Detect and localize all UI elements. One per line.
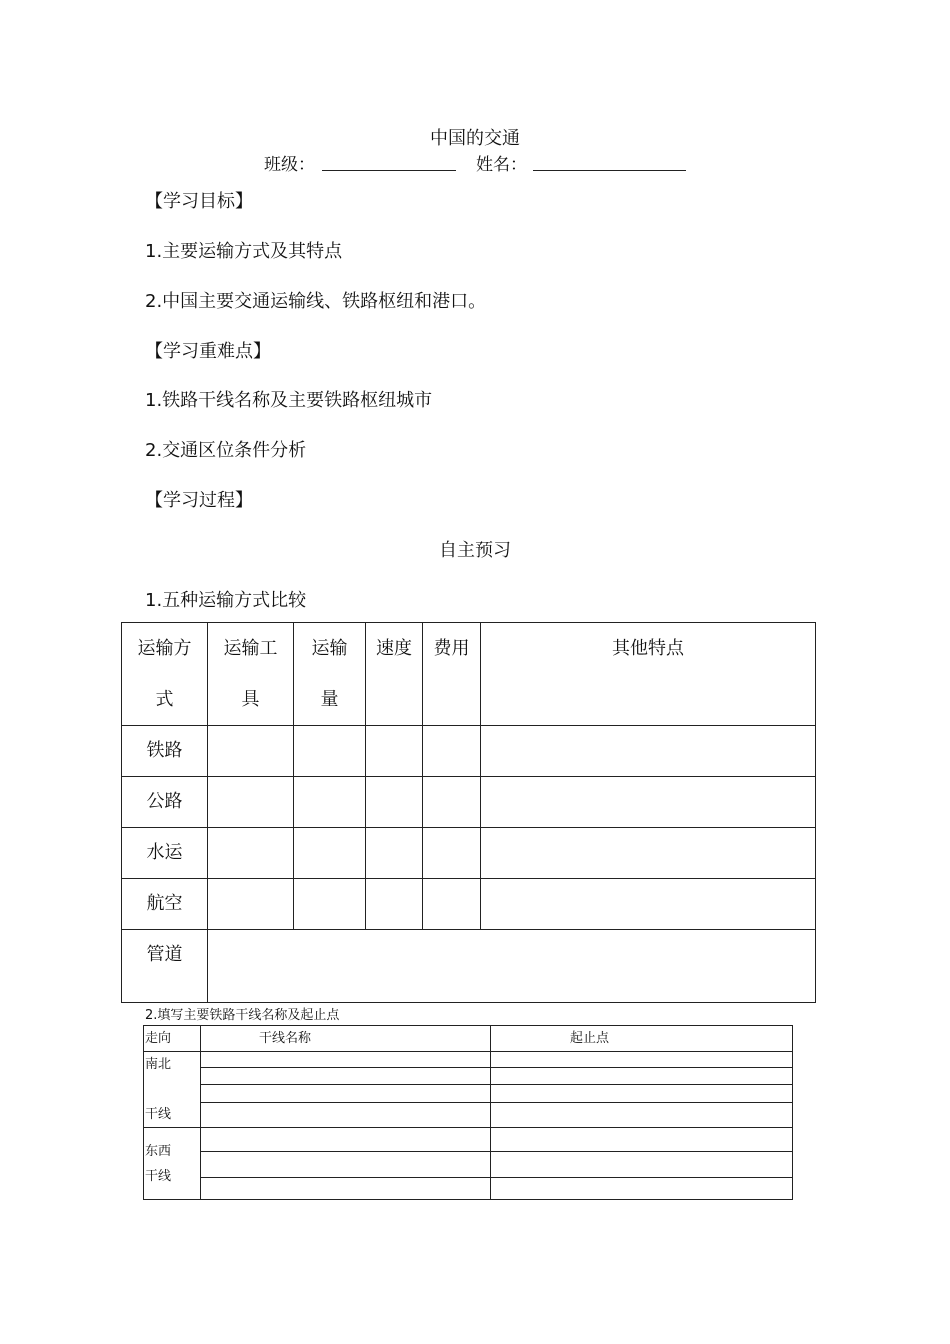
table-cell[interactable] — [201, 1102, 491, 1127]
table-row — [122, 930, 816, 1003]
table-header-row — [122, 623, 816, 726]
table-row — [122, 828, 816, 879]
process-heading: 【学习过程】 — [145, 490, 253, 511]
table-cell[interactable] — [481, 828, 816, 879]
table-cell[interactable] — [423, 879, 481, 930]
objectives-heading: 【学习目标】 — [145, 191, 253, 212]
table-cell[interactable] — [491, 1085, 793, 1102]
table-row — [122, 777, 816, 828]
row-label-rail: 铁路 — [122, 726, 208, 777]
table-cell[interactable] — [491, 1068, 793, 1085]
header-line-name: 干线名称 — [201, 1026, 491, 1052]
table-cell[interactable] — [366, 726, 423, 777]
table-cell[interactable] — [366, 777, 423, 828]
header-direction: 走向 — [144, 1026, 201, 1052]
table-cell[interactable] — [294, 879, 366, 930]
class-fill-blank[interactable] — [322, 170, 456, 171]
table-row — [144, 1052, 793, 1068]
item-2-caption: 2.填写主要铁路干线名称及起止点 — [145, 1008, 340, 1023]
row-label-pipeline: 管道 — [122, 930, 208, 1003]
table-cell[interactable] — [481, 777, 816, 828]
table-cell[interactable] — [201, 1068, 491, 1085]
key-points-heading: 【学习重难点】 — [145, 341, 271, 362]
table-row — [144, 1178, 793, 1200]
name-label: 姓名： — [476, 155, 527, 175]
objective-2: 2.中国主要交通运输线、铁路枢纽和港口。 — [145, 291, 487, 312]
header-endpoints: 起止点 — [491, 1026, 793, 1052]
table-cell[interactable] — [201, 1085, 491, 1102]
table-cell[interactable] — [201, 1052, 491, 1068]
table-cell[interactable] — [481, 726, 816, 777]
table-cell[interactable] — [208, 726, 294, 777]
table-cell[interactable] — [491, 1102, 793, 1127]
header-vehicle: 运输工 具 — [208, 623, 294, 726]
table-cell[interactable] — [423, 828, 481, 879]
row-label-air: 航空 — [122, 879, 208, 930]
row-label-road: 公路 — [122, 777, 208, 828]
table-cell[interactable] — [294, 777, 366, 828]
preview-heading: 自主预习 — [439, 540, 511, 561]
header-other: 其他特点 — [481, 623, 816, 726]
table-cell[interactable] — [208, 879, 294, 930]
table-row — [144, 1152, 793, 1178]
table-header-row — [144, 1026, 793, 1052]
transport-comparison-table — [121, 622, 816, 1003]
table-row — [122, 879, 816, 930]
table-cell[interactable] — [366, 879, 423, 930]
table-cell[interactable] — [423, 777, 481, 828]
table-cell[interactable] — [201, 1178, 491, 1200]
table-row — [144, 1102, 793, 1127]
group-north-south: 南北 干线 — [144, 1052, 201, 1128]
table-cell[interactable] — [201, 1128, 491, 1152]
key-point-1: 1.铁路干线名称及主要铁路枢纽城市 — [145, 390, 433, 411]
table-cell[interactable] — [294, 726, 366, 777]
table-cell[interactable] — [491, 1128, 793, 1152]
table-row — [144, 1128, 793, 1152]
header-volume: 运输 量 — [294, 623, 366, 726]
item-1-heading: 1.五种运输方式比较 — [145, 590, 307, 611]
table-cell-merged[interactable] — [208, 930, 816, 1003]
group-east-west: 东西 干线 — [144, 1128, 201, 1200]
name-fill-blank[interactable] — [533, 170, 686, 171]
key-point-2: 2.交通区位条件分析 — [145, 440, 307, 461]
table-cell[interactable] — [491, 1178, 793, 1200]
railway-trunk-table — [143, 1025, 793, 1200]
row-label-water: 水运 — [122, 828, 208, 879]
table-cell[interactable] — [208, 777, 294, 828]
table-cell[interactable] — [201, 1152, 491, 1178]
table-row — [122, 726, 816, 777]
header-speed: 速度 — [366, 623, 423, 726]
table-cell[interactable] — [491, 1052, 793, 1068]
table-cell[interactable] — [423, 726, 481, 777]
objective-1: 1.主要运输方式及其特点 — [145, 241, 343, 262]
table-cell[interactable] — [481, 879, 816, 930]
table-row — [144, 1085, 793, 1102]
class-label: 班级： — [264, 155, 315, 175]
table-cell[interactable] — [208, 828, 294, 879]
table-cell[interactable] — [491, 1152, 793, 1178]
table-row — [144, 1068, 793, 1085]
header-cost: 费用 — [423, 623, 481, 726]
page-title: 中国的交通 — [430, 128, 520, 149]
header-mode: 运输方 式 — [122, 623, 208, 726]
table-cell[interactable] — [366, 828, 423, 879]
table-cell[interactable] — [294, 828, 366, 879]
